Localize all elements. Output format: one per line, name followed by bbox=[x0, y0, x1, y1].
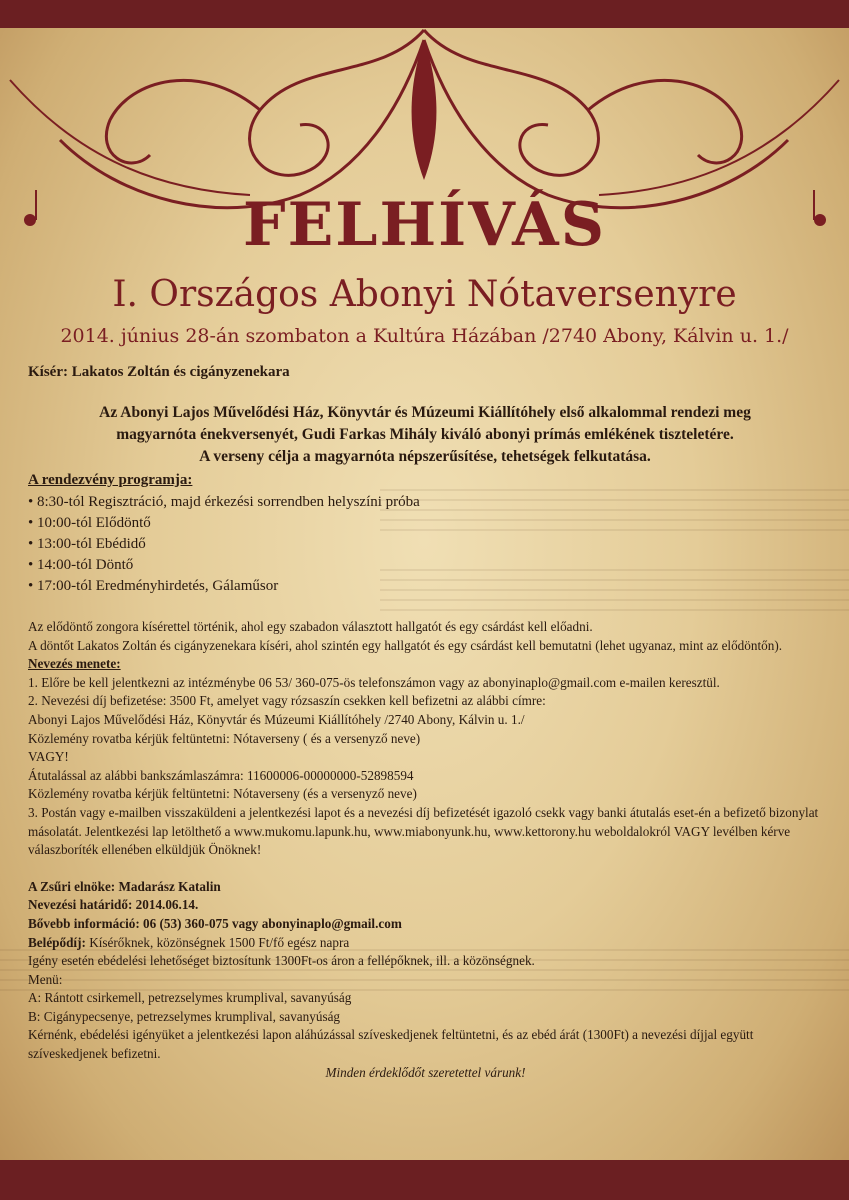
menu-option-a: A: Rántott csirkemell, petrezselymes krumplival, savanyúság bbox=[28, 990, 352, 1006]
menu-label: Menü: bbox=[28, 971, 63, 987]
program-item: • 17:00-tól Eredményhirdetés, Gálaműsor bbox=[28, 576, 420, 597]
event-dateline: 2014. június 28-án szombaton a Kultúra Házában /2740 Abony, Kálvin u. 1./ bbox=[60, 325, 789, 347]
lunch-request: Kérnénk, ebédelési igényüket a jelentkezési lapon aláhúzással szíveskedjenek feltüntetni, és az ebéd árát (1300Ft) a nevezési díjjal együtt szíveskedjenek befizetni. bbox=[28, 1027, 754, 1062]
ticket-label: Belépődíj: bbox=[28, 934, 86, 950]
bottom-band bbox=[0, 1160, 849, 1200]
spacer bbox=[28, 860, 823, 878]
entry-or: VAGY! bbox=[28, 749, 69, 765]
entry-deadline: Nevezési határidő: 2014.06.14. bbox=[28, 897, 199, 913]
jury-chair: A Zsűri elnöke: Madarász Katalin bbox=[28, 878, 221, 894]
program-item: • 14:00-tól Döntő bbox=[28, 555, 420, 576]
preliminary-text: Az elődöntő zongora kísérettel történik, ahol egy szabadon választott hallgatót és egy csárdást kell előadni. bbox=[28, 619, 593, 634]
intro-line: A verseny célja a magyarnóta népszerűsítése, tehetségek felkutatása. bbox=[199, 448, 651, 465]
intro-line: magyarnóta énekversenyét, Gudi Farkas Mihály kiváló abonyi prímás emlékének tiszteletére. bbox=[116, 426, 734, 443]
menu-option-b: B: Cigánypecsenye, petrezselymes krumplival, savanyúság bbox=[28, 1008, 341, 1024]
intro-line: Az Abonyi Lajos Művelődési Ház, Könyvtár és Múzeumi Kiállítóhely első alkalommal rendezi meg bbox=[99, 404, 751, 421]
entry-step-1: 1. Előre be kell jelentkezni az intézménybe 06 53/ 360-075-ös telefonszámon vagy az abonyinaplo@gmail.com e-mailen keresztül. bbox=[28, 674, 720, 690]
program-list bbox=[28, 492, 420, 597]
ticket-text: Kísérőknek, közönségnek 1500 Ft/fő egész napra bbox=[85, 934, 350, 950]
program-item: • 10:00-tól Elődöntő bbox=[28, 513, 420, 534]
entry-address: Abonyi Lajos Művelődési Ház, Könyvtár és Múzeumi Kiállítóhely /2740 Abony, Kálvin u. 1./ bbox=[28, 711, 525, 727]
intro-block bbox=[40, 402, 810, 468]
poster-title: FELHÍVÁS bbox=[242, 190, 607, 260]
program-item: • 8:30-tól Regisztráció, majd érkezési sorrendben helyszíni próba bbox=[28, 492, 420, 513]
more-info: Bővebb információ: 06 (53) 360-075 vagy abonyinaplo@gmail.com bbox=[28, 915, 402, 931]
closing-line: Minden érdeklődőt szeretettel várunk! bbox=[325, 1064, 526, 1080]
entry-step-2: 2. Nevezési díj befizetése: 3500 Ft, amelyet vagy rózsaszín csekken kell befizetni az alábbi címre: bbox=[28, 693, 546, 709]
program-item: • 13:00-tól Ebédidő bbox=[28, 534, 420, 555]
entry-step-3: 3. Postán vagy e-mailben visszaküldeni a jelentkezési lapot és a nevezési díj befizetését igazoló csekk vagy banki átutalás eset-én a befizető bizonylat másolatát. Jelentkezési lap letölthető a www.mukomu.lapunk.hu, www.miabonyunk.hu, www.kettorony.hu weboldalokról VAGY levélben kérve válaszboríték ellenében elküldjük Önöknek! bbox=[28, 804, 819, 858]
entry-heading: Nevezés menete: bbox=[28, 656, 121, 672]
details-body bbox=[28, 618, 823, 1082]
lunch-line: Igény esetén ebédelési lehetőséget biztosítunk 1300Ft-os áron a fellépőknek, ill. a közönségnek. bbox=[28, 953, 535, 969]
program-heading: A rendezvény programja: bbox=[28, 472, 193, 488]
ticket-line bbox=[28, 934, 823, 953]
accompaniment-line: Kísér: Lakatos Zoltán és cigányzenekara bbox=[28, 364, 290, 380]
entry-note: Közlemény rovatba kérjük feltüntetni: Nótaverseny ( és a versenyző neve) bbox=[28, 730, 421, 746]
entry-bank: Átutalással az alábbi bankszámlaszámra: 11600006-00000000-52898594 bbox=[28, 767, 414, 783]
final-text: A döntőt Lakatos Zoltán és cigányzenekara kíséri, ahol szintén egy hallgatót és egy csárdást kell bemutatni (lehet ugyanaz, mint az elődöntőn). bbox=[28, 637, 783, 653]
entry-note: Közlemény rovatba kérjük feltüntetni: Nótaverseny (és a versenyző neve) bbox=[28, 786, 417, 802]
poster-subtitle: I. Országos Abonyi Nótaversenyre bbox=[112, 274, 737, 315]
